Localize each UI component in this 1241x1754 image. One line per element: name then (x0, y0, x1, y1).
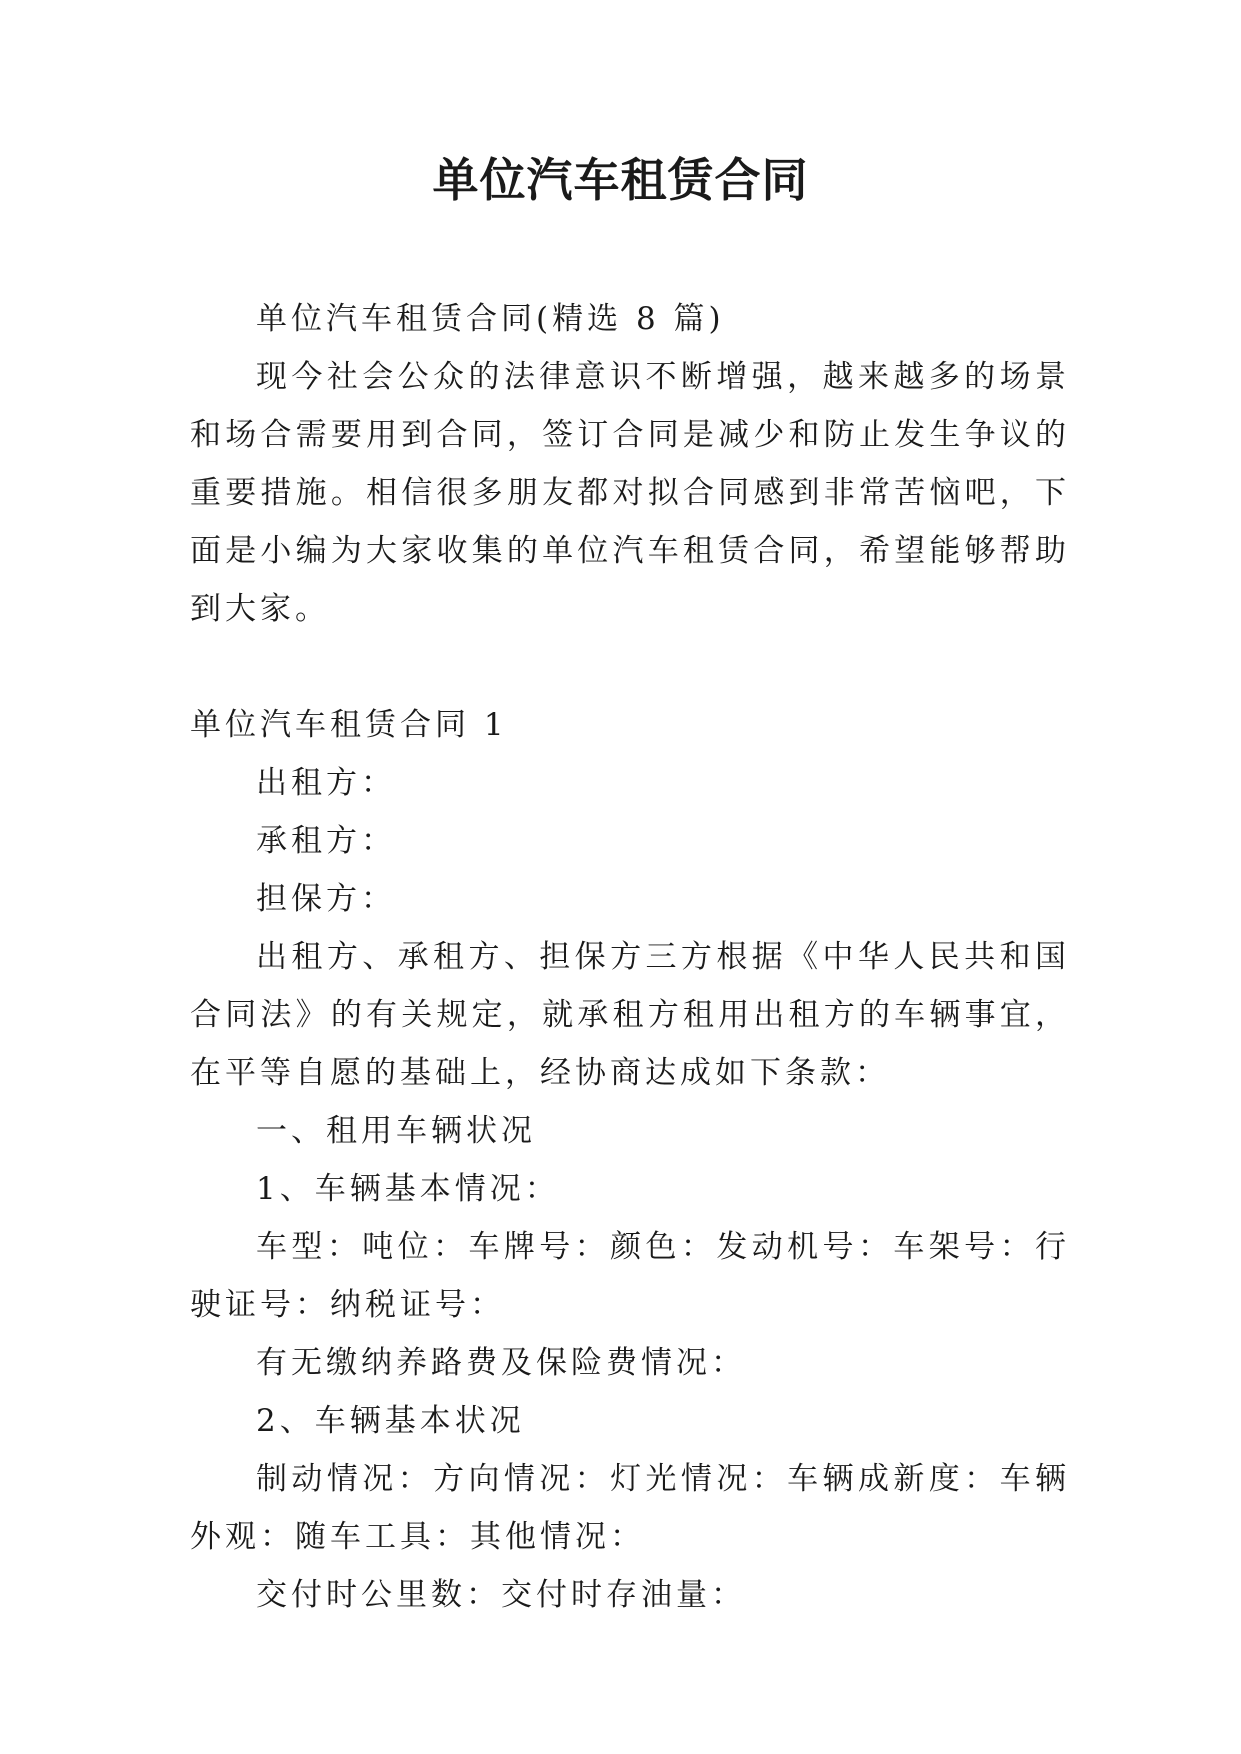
vehicle-fields-paragraph: 车型：吨位：车牌号：颜色：发动机号：车架号：行驶证号：纳税证号： (190, 1229, 1070, 1323)
item-heading: 2、车辆基本状况 (256, 1403, 525, 1439)
fees-paragraph: 有无缴纳养路费及保险费情况： (256, 1345, 746, 1381)
intro-paragraph: 现今社会公众的法律意识不断增强，越来越多的场景和场合需要用到合同，签订合同是减少和防止发生争议的重要措施。相信很多朋友都对拟合同感到非常苦恼吧，下面是小编为大家收集的单位汽车租赁合同，希望能够帮助到大家。 (190, 359, 1070, 627)
preamble-paragraph: 出租方、承租方、担保方三方根据《中华人民共和国合同法》的有关规定，就承租方租用出租方的车辆事宜，在平等自愿的基础上，经协商达成如下条款： (190, 939, 1070, 1091)
item-heading: 1、车辆基本情况： (256, 1171, 560, 1207)
delivery-paragraph: 交付时公里数：交付时存油量： (256, 1577, 746, 1613)
condition-fields-paragraph: 制动情况：方向情况：灯光情况：车辆成新度：车辆外观：随车工具：其他情况： (190, 1461, 1070, 1555)
clause-heading: 一、租用车辆状况 (256, 1113, 536, 1149)
lessee-line: 承租方： (256, 823, 396, 859)
subtitle-paragraph: 单位汽车租赁合同(精选 8 篇) (256, 301, 725, 337)
section-heading: 单位汽车租赁合同 1 (190, 707, 508, 743)
lessor-line: 出租方： (256, 765, 396, 801)
guarantor-line: 担保方： (256, 881, 396, 917)
document-title: 单位汽车租赁合同 (432, 153, 809, 207)
document-body (190, 290, 1070, 1624)
